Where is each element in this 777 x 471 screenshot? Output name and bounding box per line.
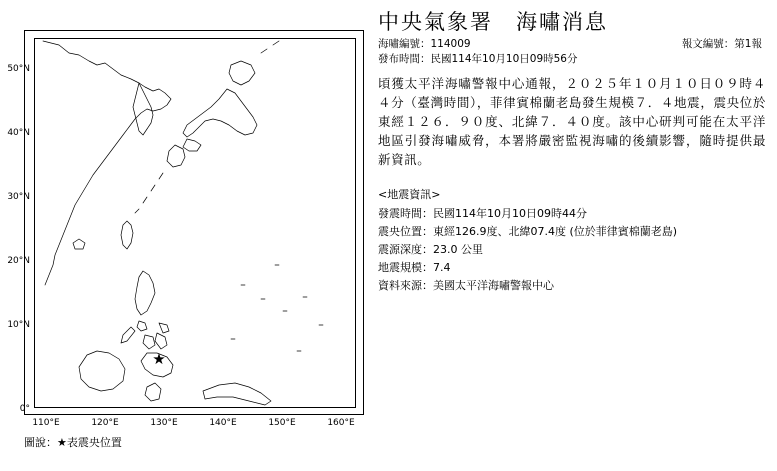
lat-label-50n: 50°N <box>7 64 30 74</box>
quake-section-title: <地震資訊> <box>378 188 441 201</box>
bulletin-panel <box>378 0 777 471</box>
lat-label-10n: 10°N <box>7 320 30 330</box>
bulletin-body: 頃獲太平洋海嘯警報中心通報，２０２５年１０月１０日０９時４４分（臺灣時間），菲律賓棉蘭老島發生規模７．４地震，震央位於東經１２６．９０度、北緯７．４０度。該中心研判可能在太平洋地區引發海嘯威脅，本署將嚴密監視海嘯的後續影響，隨時提供最新資訊。 <box>378 76 766 167</box>
issue-time: 發布時間：民國114年10月10日09時56分 <box>378 53 578 65</box>
lon-label-130e: 130°E <box>150 418 178 428</box>
page-title: 中央氣象署 海嘯消息 <box>378 10 608 34</box>
quake-detail-depth: 震源深度：23.0 公里 <box>378 243 483 256</box>
quake-detail-magnitude: 地震規模：7.4 <box>378 261 451 274</box>
lat-label-0: 0° <box>19 404 30 414</box>
quake-detail-origin-time: 發震時間：民國114年10月10日09時44分 <box>378 207 587 220</box>
map-coastlines-svg <box>35 39 355 407</box>
quake-detail-source: 資料來源：美國太平洋海嘯警報中心 <box>378 279 554 292</box>
lon-label-160e: 160°E <box>327 418 355 428</box>
map-panel <box>0 0 372 471</box>
map-plot-area <box>34 38 356 408</box>
lon-label-140e: 140°E <box>209 418 237 428</box>
lon-label-120e: 120°E <box>91 418 119 428</box>
quake-detail-epicenter: 震央位置：東經126.9度、北緯07.4度 (位於菲律賓棉蘭老島) <box>378 225 678 238</box>
lon-label-150e: 150°E <box>268 418 296 428</box>
lat-label-30n: 30°N <box>7 192 30 202</box>
lat-label-40n: 40°N <box>7 128 30 138</box>
report-number: 報文編號：第1報 <box>681 38 762 50</box>
lon-label-110e: 110°E <box>32 418 60 428</box>
tsunami-number: 海嘯編號：114009 <box>378 38 471 50</box>
epicenter-star-marker: ★ <box>152 350 166 368</box>
map-legend: 圖說：★表震央位置 <box>24 436 122 449</box>
lat-label-20n: 20°N <box>7 256 30 266</box>
bulletin-meta-row <box>378 36 762 51</box>
